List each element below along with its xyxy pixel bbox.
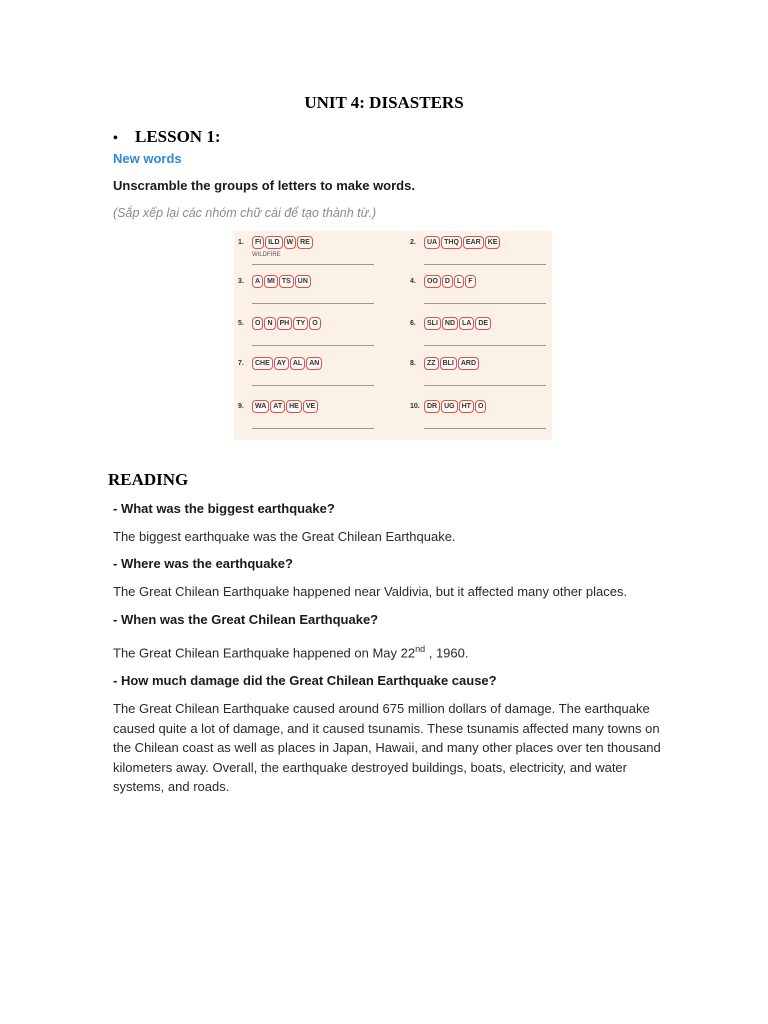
letter-tiles bbox=[424, 400, 486, 413]
letter-tiles bbox=[252, 400, 318, 413]
letter-tile: ARD bbox=[458, 357, 479, 370]
reading-heading: READING bbox=[108, 470, 189, 489]
item-number: 3. bbox=[238, 278, 244, 285]
letter-tile: UG bbox=[441, 400, 458, 413]
question-2: - Where was the earthquake? bbox=[113, 556, 293, 571]
lesson-label: LESSON 1: bbox=[135, 127, 221, 146]
exercise-item bbox=[410, 317, 560, 357]
lesson-heading bbox=[113, 127, 221, 147]
exercise-item bbox=[238, 357, 388, 397]
exercise-item bbox=[238, 236, 388, 276]
item-number: 6. bbox=[410, 320, 416, 327]
item-number: 1. bbox=[238, 239, 244, 246]
item-number: 9. bbox=[238, 403, 244, 410]
letter-tile: PH bbox=[277, 317, 293, 330]
letter-tile: TS bbox=[279, 275, 294, 288]
answer-4-paragraph: The Great Chilean Earthquake caused around 675 million dollars of damage. The earthquake caused quite a lot of damage, and it caused tsunamis. These tsunamis affected many towns on the Chilean coast as well as places in Japan, Hawaii, and many other places over ten thousand kilometers away. Overall, the earthquake destroyed buildings, boats, electricity, and water systems, and roads. bbox=[113, 701, 661, 794]
letter-tile: OO bbox=[424, 275, 441, 288]
letter-tiles bbox=[424, 275, 476, 288]
letter-tiles bbox=[252, 317, 321, 330]
answer-3-ordinal: nd bbox=[415, 644, 426, 654]
letter-tile: ILD bbox=[265, 236, 282, 249]
answer-1: The biggest earthquake was the Great Chilean Earthquake. bbox=[113, 529, 456, 544]
answer-line bbox=[252, 264, 374, 265]
letter-tile: AL bbox=[290, 357, 305, 370]
answer-3-text: The Great Chilean Earthquake happened on May 22 bbox=[113, 645, 416, 661]
letter-tile: AN bbox=[306, 357, 322, 370]
letter-tile: EAR bbox=[463, 236, 484, 249]
item-number: 8. bbox=[410, 360, 416, 367]
answer-line bbox=[424, 345, 546, 346]
letter-tile: D bbox=[442, 275, 453, 288]
answer-line bbox=[252, 385, 374, 386]
new-words-heading: New words bbox=[113, 151, 182, 166]
letter-tile: A bbox=[252, 275, 263, 288]
answer-line bbox=[252, 428, 374, 429]
letter-tile: SLI bbox=[424, 317, 441, 330]
letter-tile: ZZ bbox=[424, 357, 439, 370]
bullet-icon: • bbox=[113, 131, 118, 146]
letter-tile: O bbox=[309, 317, 320, 330]
answer-line bbox=[424, 303, 546, 304]
letter-tiles bbox=[424, 357, 479, 370]
item-number: 5. bbox=[238, 320, 244, 327]
exercise-item bbox=[238, 317, 388, 357]
unit-title: UNIT 4: DISASTERS bbox=[304, 93, 464, 112]
letter-tile: TY bbox=[293, 317, 308, 330]
item-number: 7. bbox=[238, 360, 244, 367]
letter-tile: DE bbox=[475, 317, 491, 330]
answer-line bbox=[252, 345, 374, 346]
letter-tile: W bbox=[284, 236, 297, 249]
letter-tile: UA bbox=[424, 236, 440, 249]
letter-tile: BLI bbox=[440, 357, 457, 370]
answer-line bbox=[424, 385, 546, 386]
letter-tile: L bbox=[454, 275, 464, 288]
exercise-item bbox=[238, 400, 388, 440]
question-3: - When was the Great Chilean Earthquake? bbox=[113, 612, 379, 627]
letter-tile: VE bbox=[303, 400, 318, 413]
letter-tiles bbox=[424, 317, 491, 330]
letter-tile: FI bbox=[252, 236, 264, 249]
answer-line bbox=[424, 428, 546, 429]
letter-tile: AT bbox=[270, 400, 285, 413]
item-number: 2. bbox=[410, 239, 416, 246]
exercise-item bbox=[238, 275, 388, 315]
letter-tile: O bbox=[252, 317, 263, 330]
exercise-item bbox=[410, 236, 560, 276]
letter-tile: F bbox=[465, 275, 475, 288]
answer-line bbox=[252, 303, 374, 304]
letter-tile: N bbox=[264, 317, 275, 330]
exercise-instruction: Unscramble the groups of letters to make words. bbox=[113, 178, 415, 193]
unscramble-exercise bbox=[234, 231, 552, 440]
sample-answer: WILDFIRE bbox=[252, 252, 281, 258]
letter-tile: HE bbox=[286, 400, 302, 413]
letter-tiles bbox=[424, 236, 500, 249]
exercise-item bbox=[410, 357, 560, 397]
exercise-item bbox=[410, 400, 560, 440]
letter-tile: LA bbox=[459, 317, 474, 330]
answer-line bbox=[424, 264, 546, 265]
letter-tile: HT bbox=[459, 400, 474, 413]
answer-3-year: , 1960. bbox=[425, 645, 469, 661]
letter-tile: MI bbox=[264, 275, 278, 288]
item-number: 4. bbox=[410, 278, 416, 285]
letter-tile: AY bbox=[274, 357, 289, 370]
exercise-translation: (Sắp xếp lại các nhóm chữ cái để tạo thành từ.) bbox=[113, 206, 377, 220]
question-4: - How much damage did the Great Chilean Earthquake cause? bbox=[113, 673, 497, 688]
letter-tiles bbox=[252, 357, 322, 370]
letter-tiles bbox=[252, 236, 313, 249]
letter-tile: RE bbox=[297, 236, 313, 249]
letter-tile: DR bbox=[424, 400, 440, 413]
letter-tile: WA bbox=[252, 400, 269, 413]
item-number: 10. bbox=[410, 403, 420, 410]
letter-tile: KE bbox=[485, 236, 501, 249]
letter-tile: UN bbox=[295, 275, 311, 288]
letter-tile: O bbox=[475, 400, 486, 413]
letter-tiles bbox=[252, 275, 311, 288]
letter-tile: THQ bbox=[441, 236, 462, 249]
letter-tile: CHE bbox=[252, 357, 273, 370]
letter-tile: ND bbox=[442, 317, 458, 330]
exercise-item bbox=[410, 275, 560, 315]
question-1: - What was the biggest earthquake? bbox=[113, 501, 335, 516]
answer-3 bbox=[113, 644, 468, 660]
answer-2: The Great Chilean Earthquake happened near Valdivia, but it affected many other places. bbox=[113, 584, 628, 599]
